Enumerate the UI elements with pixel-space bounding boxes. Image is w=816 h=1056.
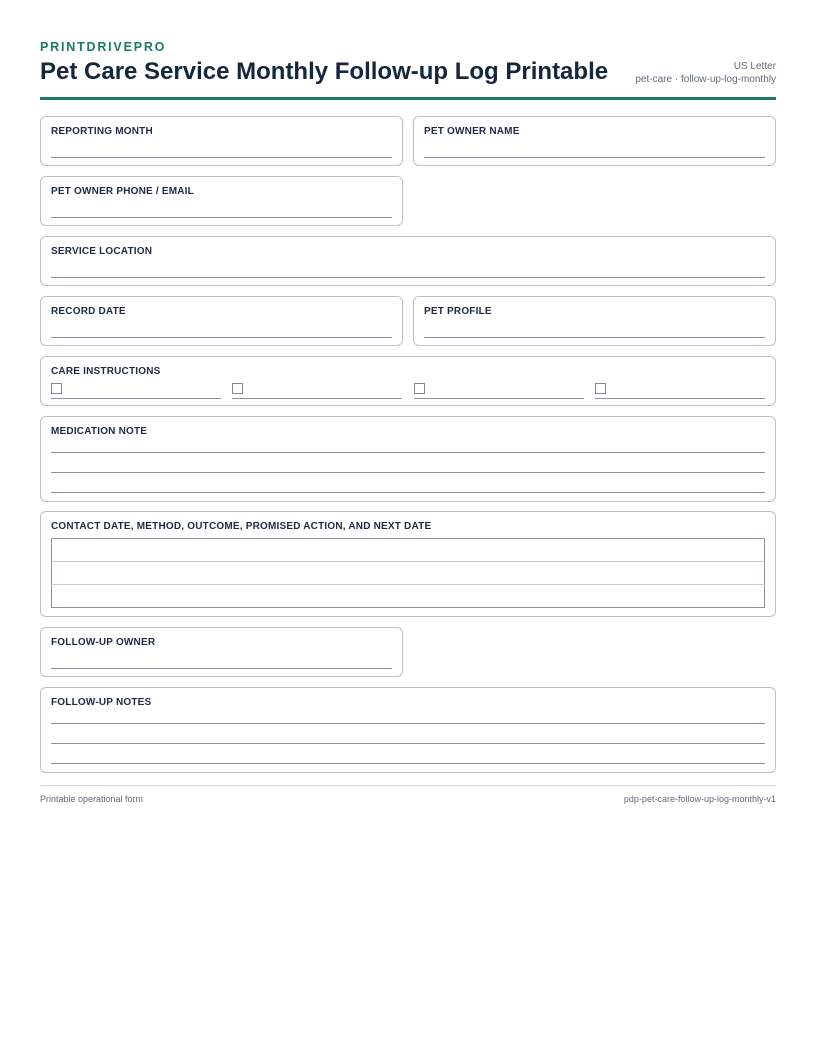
checkbox[interactable] (232, 383, 243, 394)
record-date-field[interactable] (40, 296, 403, 346)
page-title: Pet Care Service Monthly Follow-up Log Printable (40, 58, 609, 85)
pet-owner-contact-label: PET OWNER PHONE / EMAIL (51, 186, 194, 197)
contact-log-field (40, 511, 776, 617)
footer-rule (40, 785, 776, 786)
checkbox[interactable] (595, 383, 606, 394)
follow-up-owner-field[interactable] (40, 627, 403, 677)
footer-form-id: pdp-pet-care-follow-up-log-monthly-v1 (623, 794, 776, 804)
contact-log-label: CONTACT DATE, METHOD, OUTCOME, PROMISED ACTION, AND NEXT DATE (51, 521, 432, 532)
write-line[interactable] (51, 472, 765, 473)
table-row[interactable] (52, 539, 765, 562)
write-line[interactable] (51, 492, 765, 493)
write-line[interactable] (51, 452, 765, 453)
checkbox[interactable] (414, 383, 425, 394)
document-tags: pet-care · follow-up-log-monthly (635, 74, 776, 85)
checkbox[interactable] (51, 383, 62, 394)
pet-profile-label: PET PROFILE (424, 306, 492, 317)
care-instructions-label: CARE INSTRUCTIONS (51, 366, 161, 377)
pet-owner-contact-field[interactable] (40, 176, 403, 226)
follow-up-owner-label: FOLLOW-UP OWNER (51, 637, 156, 648)
pet-profile-field[interactable] (413, 296, 776, 346)
service-location-label: SERVICE LOCATION (51, 246, 153, 257)
footer-left-text: Printable operational form (40, 794, 144, 804)
header-rule (40, 97, 776, 100)
table-row[interactable] (52, 585, 765, 608)
table-cell[interactable] (52, 539, 765, 562)
pet-owner-name-field[interactable] (413, 116, 776, 166)
checkbox-option[interactable] (595, 383, 765, 399)
medication-note-label: MEDICATION NOTE (51, 426, 148, 437)
write-line[interactable] (51, 743, 765, 744)
write-line[interactable] (51, 217, 392, 218)
document-meta (635, 60, 776, 86)
paper-size: US Letter (733, 61, 776, 72)
write-line[interactable] (51, 723, 765, 724)
follow-up-notes-label: FOLLOW-UP NOTES (51, 697, 152, 708)
record-date-label: RECORD DATE (51, 306, 126, 317)
write-line[interactable] (424, 337, 765, 338)
checkbox-option[interactable] (51, 383, 221, 399)
table-cell[interactable] (52, 562, 765, 585)
reporting-month-field[interactable] (40, 116, 403, 166)
pet-owner-name-label: PET OWNER NAME (424, 126, 520, 137)
write-line[interactable] (51, 157, 392, 158)
reporting-month-label: REPORTING MONTH (51, 126, 153, 137)
table-row[interactable] (52, 562, 765, 585)
care-instructions-field (40, 356, 776, 406)
checkbox-option[interactable] (232, 383, 402, 399)
medication-note-field[interactable] (40, 416, 776, 502)
write-line[interactable] (51, 337, 392, 338)
checkbox-option[interactable] (414, 383, 584, 399)
brand-name: PRINTDRIVEPRO (40, 40, 167, 54)
write-line[interactable] (51, 277, 765, 278)
table-cell[interactable] (52, 585, 765, 608)
contact-log-table (51, 538, 765, 608)
write-line[interactable] (424, 157, 765, 158)
follow-up-notes-field[interactable] (40, 687, 776, 773)
write-line[interactable] (51, 763, 765, 764)
write-line[interactable] (51, 668, 392, 669)
service-location-field[interactable] (40, 236, 776, 286)
